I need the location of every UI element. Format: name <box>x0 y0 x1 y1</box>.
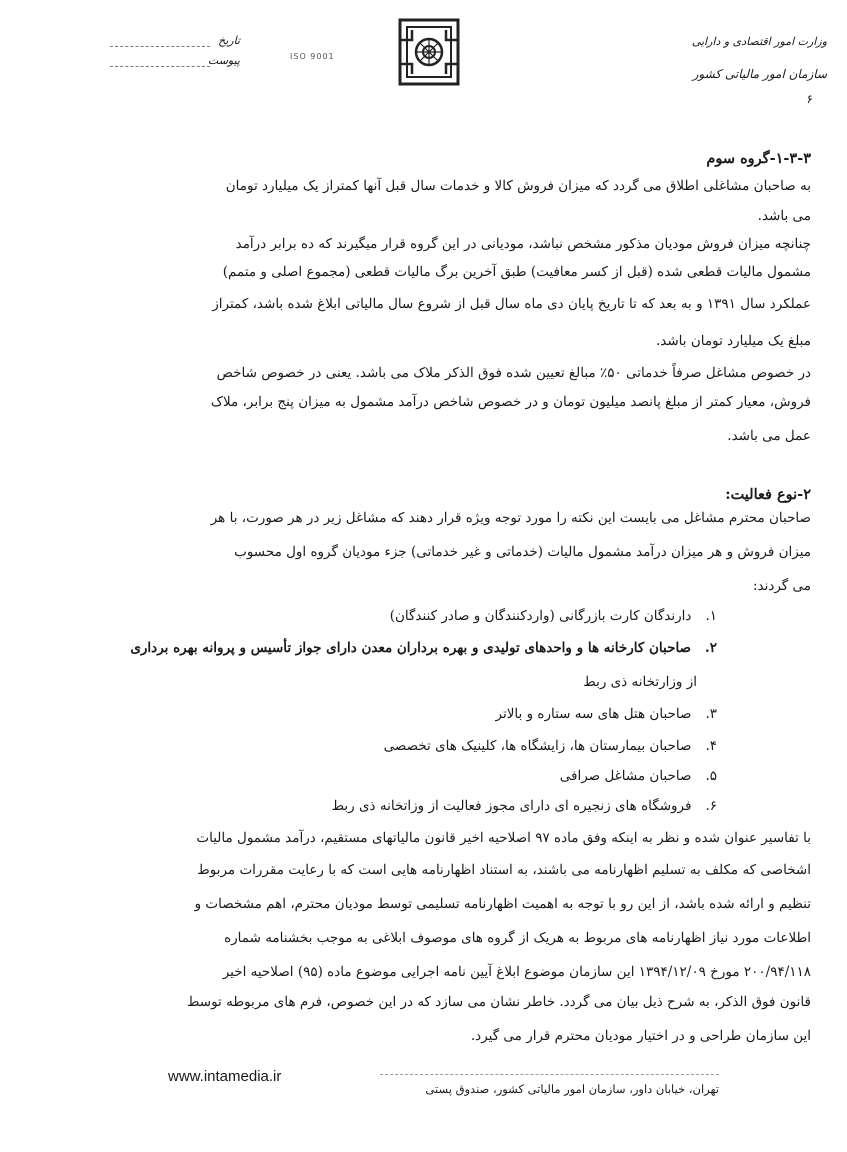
paragraph-line: می گردند: <box>752 578 811 594</box>
organization-logo-icon <box>398 18 460 86</box>
list-item-text: صاحبان بیمارستان ها، زایشگاه ها، کلینیک های تخصصی <box>383 738 692 754</box>
date-label: تاریخ <box>218 34 240 47</box>
paragraph-line: صاحبان محترم مشاغل می بایست این نکته را مورد توجه ویژه قرار دهند که مشاغل زیر در هر صورت، با هر <box>210 510 811 526</box>
attachment-label: پیوست <box>207 54 240 67</box>
paragraph-line: به صاحبان مشاغلی اطلاق می گردد که میزان فروش کالا و خدمات سال قبل آنها کمتراز یک میلیارد تومان <box>225 178 811 194</box>
ministry-name: وزارت امور اقتصادی و دارایی <box>691 35 827 48</box>
paragraph-line: ۲۰۰/۹۴/۱۱۸ مورخ ۱۳۹۴/۱۲/۰۹ این سازمان موضوع ابلاغ آیین نامه اجرایی موضوع ماده (۹۵) اصلاحیه اخیر <box>222 964 811 980</box>
attachment-row <box>120 54 240 74</box>
paragraph-line: مشمول مالیات قطعی شده (قبل از کسر معافیت) طبق آخرین برگ مالیات قطعی (مجموع اصلی و متمم) <box>222 264 811 280</box>
list-item <box>390 610 717 624</box>
list-item-number: ۴. <box>705 738 717 754</box>
list-item <box>130 642 717 656</box>
list-item-text: دارندگان کارت بازرگانی (واردکنندگان و صادر کنندگان) <box>389 608 692 624</box>
paragraph-line: اشخاصی که مکلف به تسلیم اظهارنامه می باشند، به استناد اظهارنامه هایی است که با رعایت مقررات مربوط <box>197 862 811 878</box>
list-item-number: ۵. <box>705 768 717 784</box>
paragraph-line: عملکرد سال ۱۳۹۱ و به بعد که تا تاریخ پایان دی ماه سال قبل از شروع سال مالیاتی ابلاغ شده باشد، کمتراز <box>212 296 811 312</box>
list-item-continuation: از وزارتخانه ذی ربط <box>583 674 697 690</box>
list-item-number: ۶. <box>705 798 717 814</box>
paragraph-line: قانون فوق الذکر، به شرح ذیل بیان می گردد. خاطر نشان می سازد که در این خصوص، فرم های مربوطه توسط <box>186 994 811 1010</box>
footer-divider <box>380 1074 719 1075</box>
paragraph-line: در خصوص مشاغل صرفاً خدماتی ۵۰٪ مبالغ تعیین شده فوق الذکر ملاک می باشد. یعنی در خصوص شاخص <box>216 365 811 381</box>
paragraph-line: فروش، معیار کمتر از مبلغ پانصد میلیون تومان و در خصوص شاخص درآمد مشمول به میزان پنج برابر، ملاک <box>210 394 811 410</box>
paragraph-line: اطلاعات مورد نیاز اظهارنامه های مربوط به هریک از گروه های موصوف ابلاغی به موجب بخشنامه شماره <box>224 930 811 946</box>
website-link[interactable]: www.intamedia.ir <box>168 1068 282 1085</box>
paragraph-line: با تفاسیر عنوان شده و نظر به اینکه وفق ماده ۹۷ اصلاحیه اخیر قانون مالیاتهای مستقیم، درآمد مشمول مالیات <box>196 830 811 846</box>
list-item-text: فروشگاه های زنجیره ای دارای مجوز فعالیت از وزاتخانه ذی ربط <box>331 798 692 814</box>
logo-caption: ISO 9001 <box>290 52 335 61</box>
date-row <box>120 34 240 54</box>
paragraph-line: عمل می باشد. <box>727 428 811 444</box>
list-item <box>384 740 717 754</box>
attachment-line <box>110 66 210 67</box>
list-item <box>496 708 717 722</box>
paragraph-line: این سازمان طراحی و در اختیار مودیان محترم قرار می گیرد. <box>470 1028 811 1044</box>
list-item-text: صاحبان هتل های سه ستاره و بالاتر <box>495 706 692 722</box>
paragraph-line: تنظیم و ارائه شده باشد، از این رو با توجه به اهمیت اظهارنامه تسلیمی توسط مودیان محترم، اهم مشخصات و <box>194 896 811 912</box>
organization-name: سازمان امور مالیاتی کشور <box>692 67 827 81</box>
paragraph-line: میزان فروش و هر میزان درآمد مشمول مالیات (خدماتی و غیر خدماتی) جزء مودیان گروه اول محسوب <box>234 544 811 560</box>
section-heading-group-three: ۱-۳-۳-گروه سوم <box>706 150 811 167</box>
section-heading-activity-type: ۲-نوع فعالیت: <box>725 486 811 503</box>
list-item-number: ۱. <box>705 608 717 624</box>
date-line <box>110 46 210 47</box>
list-item-text: صاحبان کارخانه ها و واحدهای تولیدی و بهره برداران معدن دارای جواز تأسیس و پروانه بهره برداری <box>130 640 692 656</box>
list-item <box>332 800 717 814</box>
list-item-number: ۲. <box>705 640 717 656</box>
paragraph-line: مبلغ یک میلیارد تومان باشد. <box>655 333 811 349</box>
paragraph-line: چنانچه میزان فروش مودیان مذکور مشخص نباشد، مودیانی در این گروه قرار میگیرند که ده برابر درآمد <box>235 236 811 252</box>
list-item-text: صاحبان مشاغل صرافی <box>559 768 692 784</box>
letterhead-left <box>120 34 240 74</box>
footer-address: تهران، خیابان داور، سازمان امور مالیاتی کشور، صندوق پستی <box>425 1082 719 1096</box>
page-number: ۶ <box>806 92 813 106</box>
paragraph-line: می باشد. <box>757 208 811 224</box>
list-item <box>560 770 717 784</box>
list-item-number: ۳. <box>705 706 717 722</box>
